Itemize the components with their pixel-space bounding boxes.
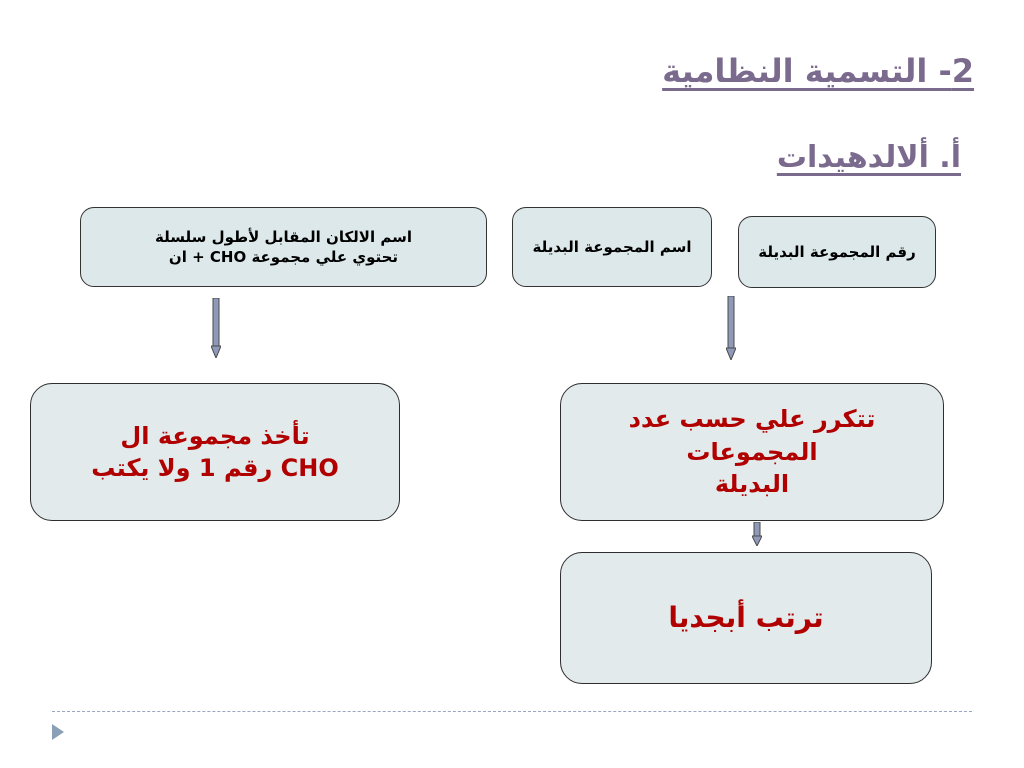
cho-rule-box [30,383,400,521]
slide-subtitle: أ. ألالدهيدات [776,140,961,175]
alkane-name-box [80,207,487,287]
substituent-number-box [738,216,936,288]
alphabetical-rule-box [560,552,932,684]
slide-title: 2- التسمية النظامية [662,52,974,90]
alkane-name-text: اسم الالكان المقابل لأطول سلسلة تحتوي علي مجموعة CHO + ان [155,227,412,266]
alphabetical-rule-text: ترتب أبجديا [668,601,824,635]
substituent-name-box [512,207,712,287]
substituent-number-text: رقم المجموعة البديلة [758,242,916,261]
arrow-down-icon [752,522,762,546]
arrow-down-icon [211,298,221,358]
repeat-rule-text: تتكرر علي حسب عدد المجموعات البديلة [628,405,876,499]
triangle-right-icon [52,724,64,740]
repeat-rule-box [560,383,944,521]
cho-rule-text: تأخذ مجموعة ال CHO رقم 1 ولا يكتب [91,421,339,482]
footer-divider [52,711,972,712]
arrow-down-icon [726,296,736,360]
substituent-name-text: اسم المجموعة البديلة [532,237,692,256]
